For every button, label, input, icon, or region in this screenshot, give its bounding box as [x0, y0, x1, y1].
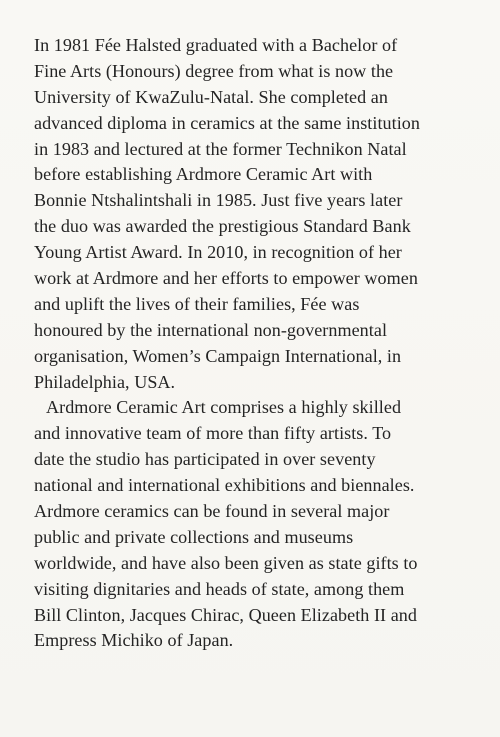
text-line: work at Ardmore and her efforts to empower women — [34, 268, 418, 289]
text-line: date the studio has participated in over seventy — [34, 449, 376, 470]
text-line: Bonnie Ntshalintshali in 1985. Just five years later — [34, 190, 403, 211]
text-line: national and international exhibitions and biennales. — [34, 475, 415, 496]
text-line: Bill Clinton, Jacques Chirac, Queen Elizabeth II and — [34, 604, 417, 625]
text-line: and uplift the lives of their families, Fée was — [34, 293, 360, 314]
text-line: In 1981 Fée Halsted graduated with a Bachelor of — [34, 35, 398, 55]
text-line: Philadelphia, USA. — [34, 371, 176, 392]
text-line: Ardmore ceramics can be found in several major — [34, 501, 390, 522]
text-line: honoured by the international non-governmental — [34, 319, 388, 340]
text-line: Empress Michiko of Japan. — [34, 630, 234, 651]
text-line: Young Artist Award. In 2010, in recognition of her — [34, 242, 402, 263]
text-line: worldwide, and have also been given as state gifts to — [34, 552, 418, 573]
body-text — [34, 33, 482, 654]
text-line: the duo was awarded the prestigious Standard Bank — [34, 216, 411, 237]
paragraph-1 — [34, 33, 482, 395]
text-line: advanced diploma in ceramics at the same institution — [34, 112, 420, 133]
text-line: in 1983 and lectured at the former Technikon Natal — [34, 138, 407, 159]
text-line: organisation, Women’s Campaign International, in — [34, 345, 402, 366]
text-line: and innovative team of more than fifty artists. To — [34, 423, 392, 444]
text-line: Ardmore Ceramic Art comprises a highly skilled — [46, 397, 402, 418]
text-line: visiting dignitaries and heads of state, among them — [34, 578, 405, 599]
text-line: University of KwaZulu-Natal. She completed an — [34, 86, 388, 107]
paragraph-2 — [34, 395, 482, 654]
text-line: Fine Arts (Honours) degree from what is now the — [34, 60, 394, 81]
text-line: public and private collections and museums — [34, 526, 354, 547]
text-line: before establishing Ardmore Ceramic Art with — [34, 164, 373, 185]
